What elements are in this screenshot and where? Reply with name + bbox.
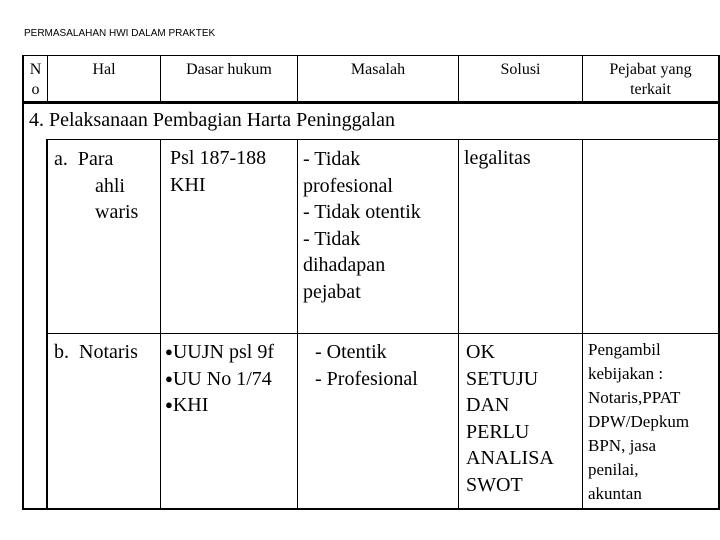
no-col-divider-body bbox=[46, 140, 48, 510]
row-a-divider bbox=[46, 333, 720, 334]
row-b-solusi: OK SETUJU DAN PERLU ANALISA SWOT bbox=[466, 341, 554, 496]
section-label: 4. Pelaksanaan Pembagian Harta Peninggalan bbox=[29, 109, 395, 131]
dasar-col-divider bbox=[297, 140, 298, 510]
header-divider bbox=[22, 101, 720, 104]
bullet-icon: ● bbox=[165, 397, 173, 412]
row-b-hal: b. Notaris bbox=[54, 341, 138, 363]
header-pejabat: Pejabat yang terkait bbox=[609, 61, 692, 98]
page-title: PERMASALAHAN HWI DALAM PRAKTEK bbox=[24, 28, 216, 39]
table-top-border bbox=[22, 55, 720, 56]
bullet-icon: ● bbox=[165, 344, 173, 359]
header-dasar-hukum: Dasar hukum bbox=[186, 61, 272, 78]
row-a-hal: a. Para ahli waris bbox=[54, 148, 139, 223]
table-left-border bbox=[22, 55, 24, 510]
bullet-icon: ● bbox=[165, 370, 173, 386]
row-b-masalah: - Otentik - Profesional bbox=[315, 341, 418, 390]
solusi-col-divider bbox=[582, 140, 583, 510]
row-a-solusi: legalitas bbox=[464, 147, 531, 169]
row-b-dasar-hukum: ●UUJN psl 9f ●UU No 1/74 ●KHI bbox=[165, 341, 274, 416]
row-a-masalah: - Tidak profesional - Tidak otentik - Tidak dihadapan pejabat bbox=[303, 148, 421, 303]
section-divider bbox=[46, 139, 720, 140]
header-solusi: Solusi bbox=[500, 61, 541, 78]
masalah-col-divider bbox=[458, 140, 459, 510]
header-hal: Hal bbox=[92, 61, 116, 78]
table-bottom-border bbox=[22, 508, 720, 510]
header-masalah: Masalah bbox=[350, 61, 406, 78]
row-a-dasar-hukum: Psl 187-188 KHI bbox=[170, 147, 267, 196]
header-no: N o bbox=[29, 61, 42, 98]
row-b-pejabat: Pengambil kebijakan : Notaris,PPAT DPW/Depkum BPN, jasa penilai, akuntan bbox=[588, 340, 690, 503]
hal-col-divider bbox=[160, 140, 161, 510]
